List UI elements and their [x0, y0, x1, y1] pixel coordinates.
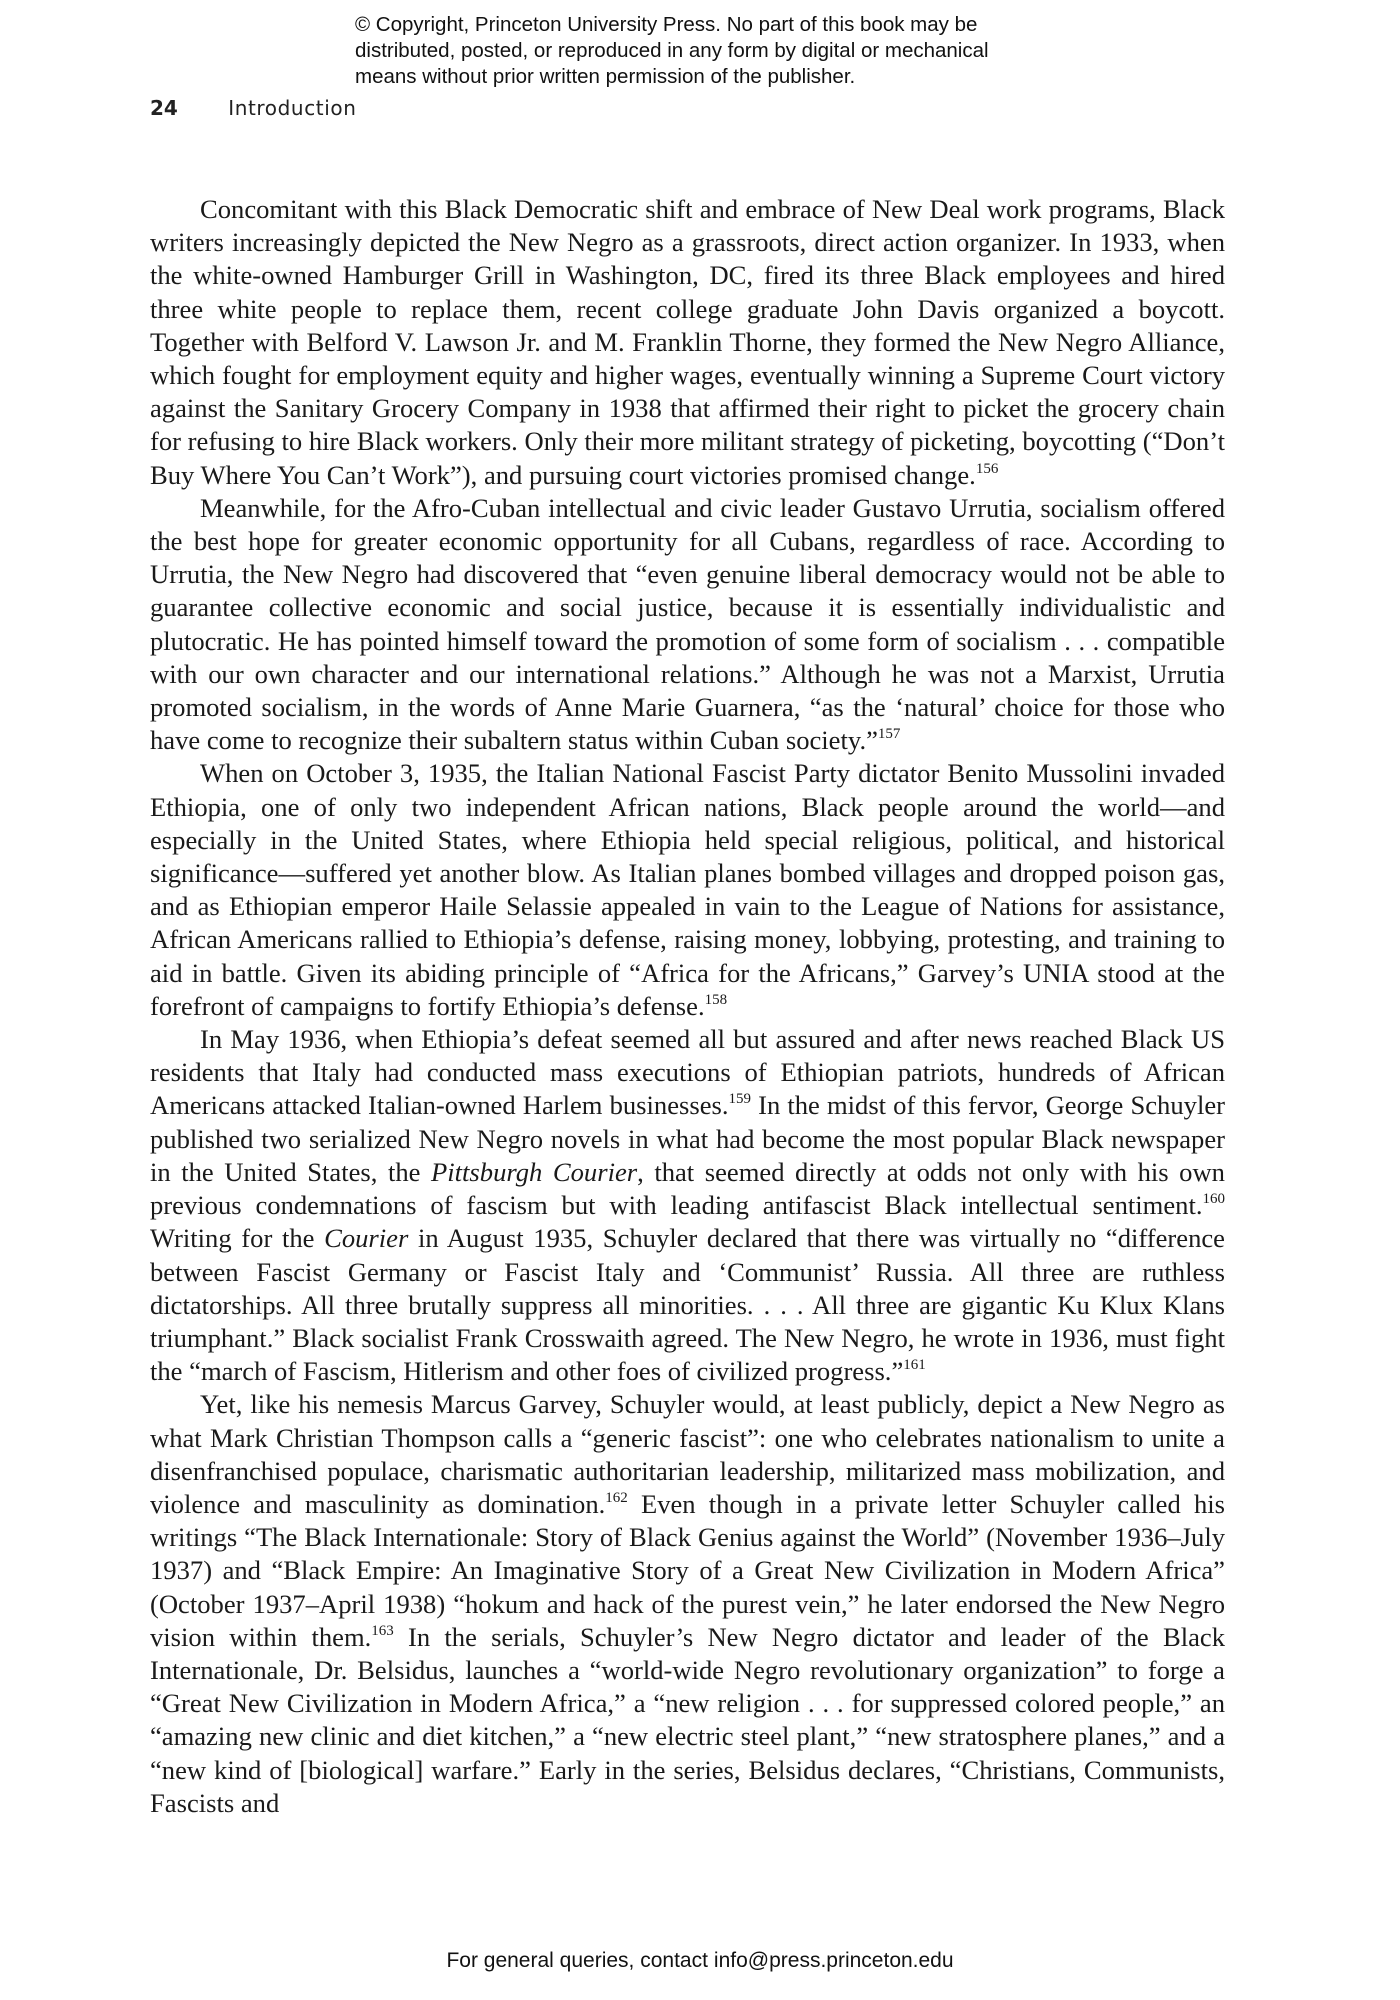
paragraph-text: In the midst of this fervor, George Schuyler published two serialized New Negro novels in what had become the most popular Black newspaper in the United States, the [150, 1090, 1225, 1187]
paragraph-text: in August 1935, Schuyler declared that there was virtually no “difference between Fascist Germany or Fascist Italy and ‘Communist’ Russia. All three are ruthless dictatorships. All three brutally suppress all minorities. . . . All three are gigantic Ku Klux Klans triumphant.” Black socialist Frank Crosswaith agreed. The New Negro, he wrote in 1936, must fight the “march of Fascism, Hitlerism and other foes of civilized progress.” [150, 1223, 1225, 1387]
paragraph-text: Even though in a private letter Schuyler called his writings “The Black Internationale: Story of Black Genius against the World” (November 1936–July 1937) and “Black Empire: An Imaginative Story of a Great New Civilization in Modern Africa” (October 1937–April 1938) “hokum and hack of the purest vein,” he later endorsed the New Negro vision within them. [150, 1488, 1225, 1652]
paragraph-text: Yet, like his nemesis Marcus Garvey, Schuyler would, at least publicly, depict a New Negro as what Mark Christian Thompson calls a “generic fascist”: one who celebrates nationalism to unite a disenfranchised populace, charismatic authoritarian leadership, militarized mass mobilization, and violence and masculinity as domination. [150, 1389, 1225, 1519]
footnote-ref[interactable]: 156 [975, 460, 999, 477]
footnote-ref[interactable]: 160 [1202, 1191, 1225, 1208]
contact-email[interactable]: info@press.princeton.edu [713, 1949, 954, 1972]
paragraph-text: In the serials, Schuyler’s New Negro dictator and leader of the Black Internationale, Dr. Belsidus, launches a “world-wide Negro revolutionary organization” to forge a “Great New Civilization in Modern Africa,” a “new religion . . . for suppressed colored people,” an “amazing new clinic and diet kitchen,” a “new electric steel plant,” “new stratosphere planes,” and a “new kind of [biological] warfare.” Early in the series, Belsidus declares, “Christians, Communists, Fascists and [150, 1621, 1225, 1818]
footnote-ref[interactable]: 161 [903, 1357, 926, 1374]
paragraph-text: Writing for the [150, 1223, 325, 1254]
paragraph-text: In May 1936, when Ethiopia’s defeat seemed all but assured and after news reached Black US residents that Italy had conducted mass executions of Ethiopian patriots, hundreds of African Americans attacked Italian-owned Harlem businesses. [150, 1024, 1225, 1121]
paragraph-text: Concomitant with this Black Democratic shift and embrace of New Deal work programs, Black writers increasingly depicted the New Negro as a grassroots, direct action organizer. In 1933, when the white-owned Hamburger Grill in Washington, DC, fired its three Black employees and hired three white people to replace them, recent college graduate John Davis organized a boycott. Together with Belford V. Lawson Jr. and M. Franklin Thorne, they formed the New Negro Alliance, which fought for employment equity and higher wages, eventually winning a Supreme Court victory against the Sanitary Grocery Company in 1938 that affirmed their right to picket the grocery chain for refusing to hire Black workers. Only their more militant strategy of picketing, boycotting (“Don’t Buy Where You Can’t Work”), and pursuing court victories promised change. [150, 194, 1225, 490]
footnote-ref[interactable]: 159 [728, 1091, 752, 1108]
paragraph-text: Meanwhile, for the Afro-Cuban intellectual and civic leader Gustavo Urrutia, socialism offered the best hope for greater economic opportunity for all Cubans, regardless of race. According to Urrutia, the New Negro had discovered that “even genuine liberal democracy would not be able to guarantee collective economic and social justice, because it is essentially individualistic and plutocratic. He has pointed himself toward the promotion of some form of socialism . . . compatible with our own character and our international relations.” Although he was not a Marxist, Urrutia promoted socialism, in the words of Anne Marie Guarnera, “as the ‘natural’ choice for those who have come to recognize their subaltern status within Cuban society.” [150, 492, 1225, 756]
paragraph-text: When on October 3, 1935, the Italian National Fascist Party dictator Benito Mussolini invaded Ethiopia, one of only two independent African nations, Black people around the world—and especially in the United States, where Ethiopia held special religious, political, and historical significance—suffered yet another blow. As Italian planes bombed villages and dropped poison gas, and as Ethiopian emperor Haile Selassie appealed in vain to the League of Nations for assistance, African Americans rallied to Ethiopia’s defense, raising money, lobbying, protesting, and training to aid in battle. Given its abiding principle of “Africa for the Africans,” Garvey’s UNIA stood at the forefront of campaigns to fortify Ethiopia’s defense. [150, 758, 1225, 1021]
footnote-ref[interactable]: 157 [877, 726, 901, 743]
paragraph [150, 1023, 1225, 1388]
footer-label: For general queries, contact [446, 1949, 708, 1972]
paragraph [150, 193, 1225, 492]
copyright-line: means without prior written permission of the publisher. [355, 65, 856, 88]
copyright-line: distributed, posted, or reproduced in any form by digital or mechanical [355, 39, 989, 62]
paragraph [150, 492, 1225, 758]
footnote-ref[interactable]: 163 [371, 1622, 394, 1639]
footnote-ref[interactable]: 162 [605, 1489, 628, 1506]
chapter-title: Introduction [228, 96, 357, 120]
body-text [150, 193, 1225, 1820]
publication-title: Courier [324, 1223, 409, 1254]
paragraph-text: , that seemed directly at odds not only with his own previous condemnations of fascism but with leading antifascist Black intellectual sentiment. [150, 1156, 1225, 1221]
running-head [150, 94, 357, 122]
publication-title: Pittsburgh Courier [431, 1156, 638, 1187]
page-number: 24 [150, 96, 178, 120]
paragraph [150, 1388, 1225, 1820]
paragraph [150, 757, 1225, 1023]
page-footer [0, 1947, 1400, 1975]
copyright-line: © Copyright, Princeton University Press. No part of this book may be [355, 13, 978, 36]
copyright-notice [355, 12, 1115, 90]
footnote-ref[interactable]: 158 [704, 991, 728, 1008]
